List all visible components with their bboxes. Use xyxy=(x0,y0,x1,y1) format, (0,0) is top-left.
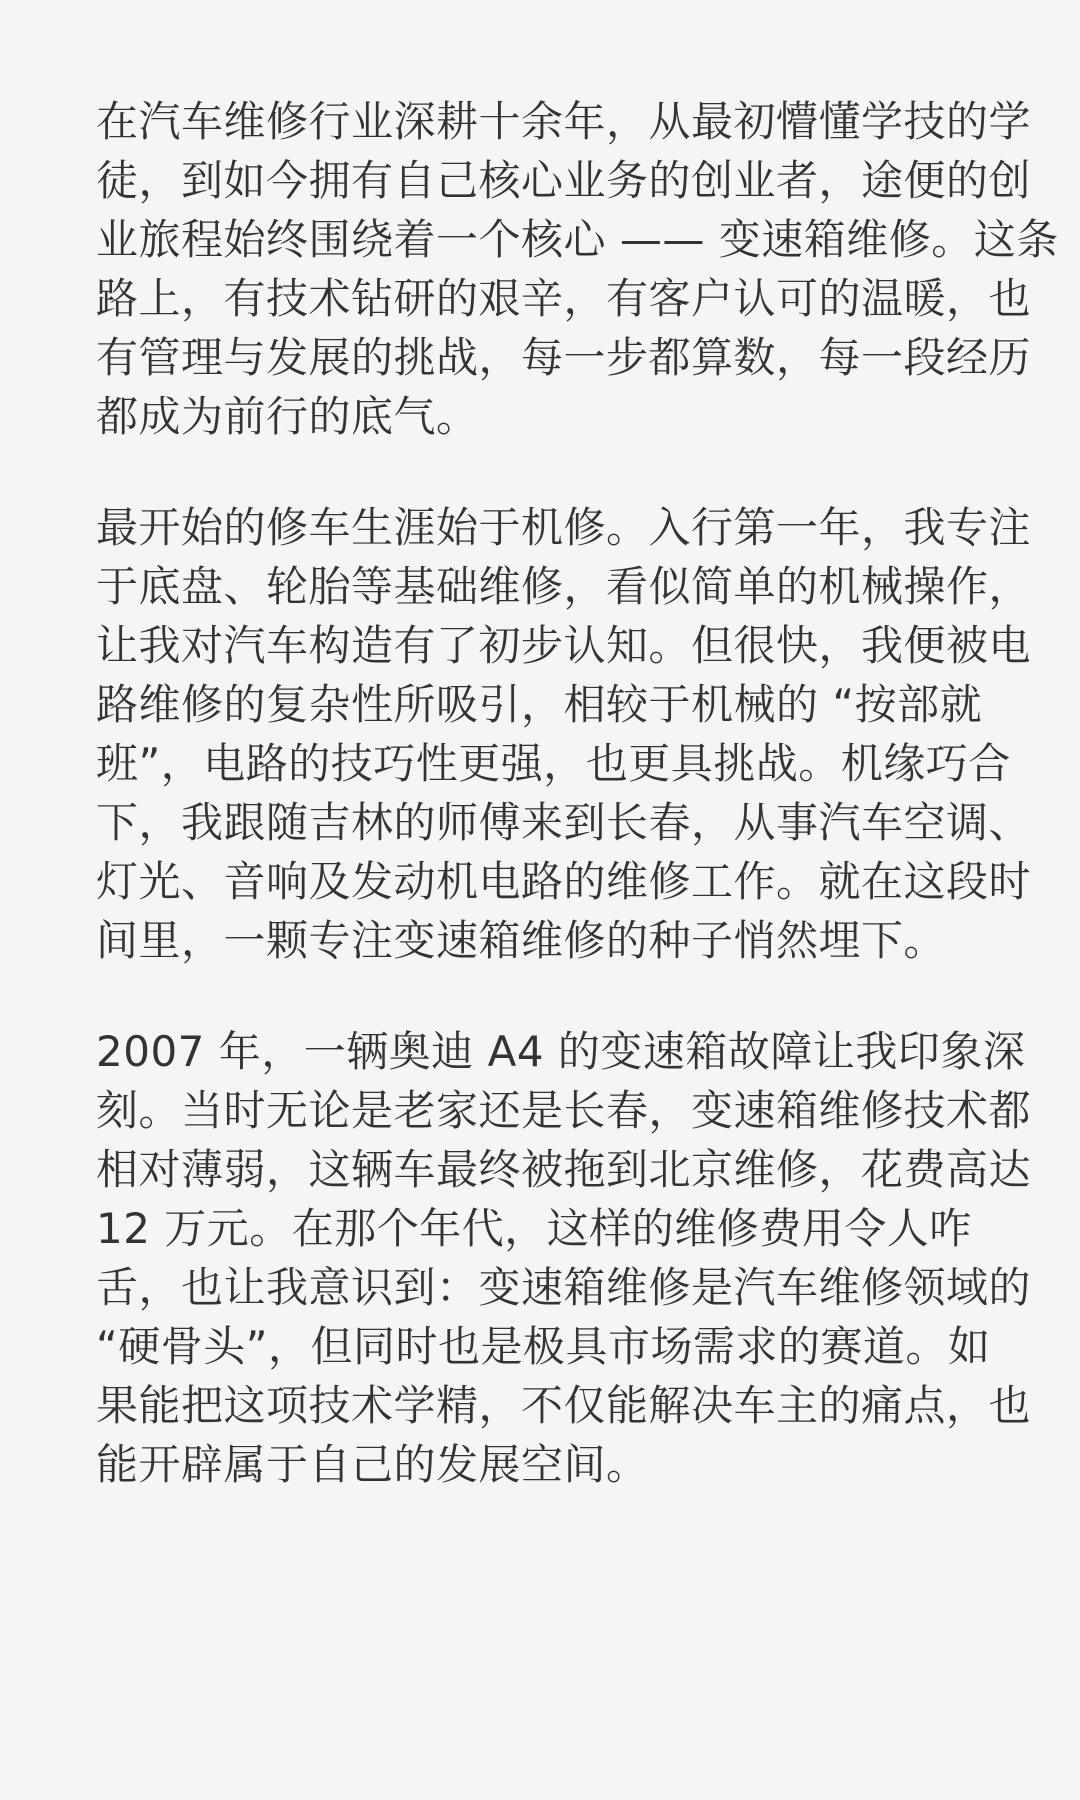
text-line: 有管理与发展的挑战，每一步都算数，每一段经历 xyxy=(96,333,1032,382)
text-line: 间里，一颗专注变速箱维修的种子悄然埋下。 xyxy=(96,916,947,965)
paragraph xyxy=(96,92,1059,446)
paragraph xyxy=(96,498,1032,970)
text-line: 灯光、音响及发动机电路的维修工作。就在这段时 xyxy=(96,857,1032,906)
text-line: 12 万元。在那个年代，这样的维修费用令人咋 xyxy=(96,1204,972,1253)
article-body xyxy=(96,92,1059,1494)
text-line: 让我对汽车构造有了初步认知。但很快，我便被电 xyxy=(96,621,1032,670)
text-line: 相对薄弱，这辆车最终被拖到北京维修，花费高达 xyxy=(96,1145,1032,1194)
text-line: 于底盘、轮胎等基础维修，看似简单的机械操作， xyxy=(96,562,1032,611)
text-line: 最开始的修车生涯始于机修。入行第一年，我专注 xyxy=(96,503,1032,552)
text-line: 徒，到如今拥有自己核心业务的创业者，途便的创 xyxy=(96,156,1032,205)
text-line: 舌，也让我意识到：变速箱维修是汽车维修领域的 xyxy=(96,1263,1032,1312)
text-line: 业旅程始终围绕着一个核心 —— 变速箱维修。这条 xyxy=(96,215,1059,264)
text-line: 班”，电路的技巧性更强，也更具挑战。机缘巧合 xyxy=(96,739,1011,788)
text-line: 2007 年，一辆奥迪 A4 的变速箱故障让我印象深 xyxy=(96,1027,1026,1076)
paragraph xyxy=(96,1022,1032,1494)
text-line: 果能把这项技术学精，不仅能解决车主的痛点，也 xyxy=(96,1381,1032,1430)
text-line: 路上，有技术钻研的艰辛，有客户认可的温暖，也 xyxy=(96,274,1032,323)
text-line: 能开辟属于自己的发展空间。 xyxy=(96,1440,649,1489)
text-line: 下，我跟随吉林的师傅来到长春，从事汽车空调、 xyxy=(96,798,1032,847)
text-line: 路维修的复杂性所吸引，相较于机械的 “按部就 xyxy=(96,680,983,729)
text-line: “硬骨头”，但同时也是极具市场需求的赛道。如 xyxy=(96,1322,991,1371)
text-line: 刻。当时无论是老家还是长春，变速箱维修技术都 xyxy=(96,1086,1032,1135)
text-line: 都成为前行的底气。 xyxy=(96,392,479,441)
text-line: 在汽车维修行业深耕十余年，从最初懵懂学技的学 xyxy=(96,97,1032,146)
